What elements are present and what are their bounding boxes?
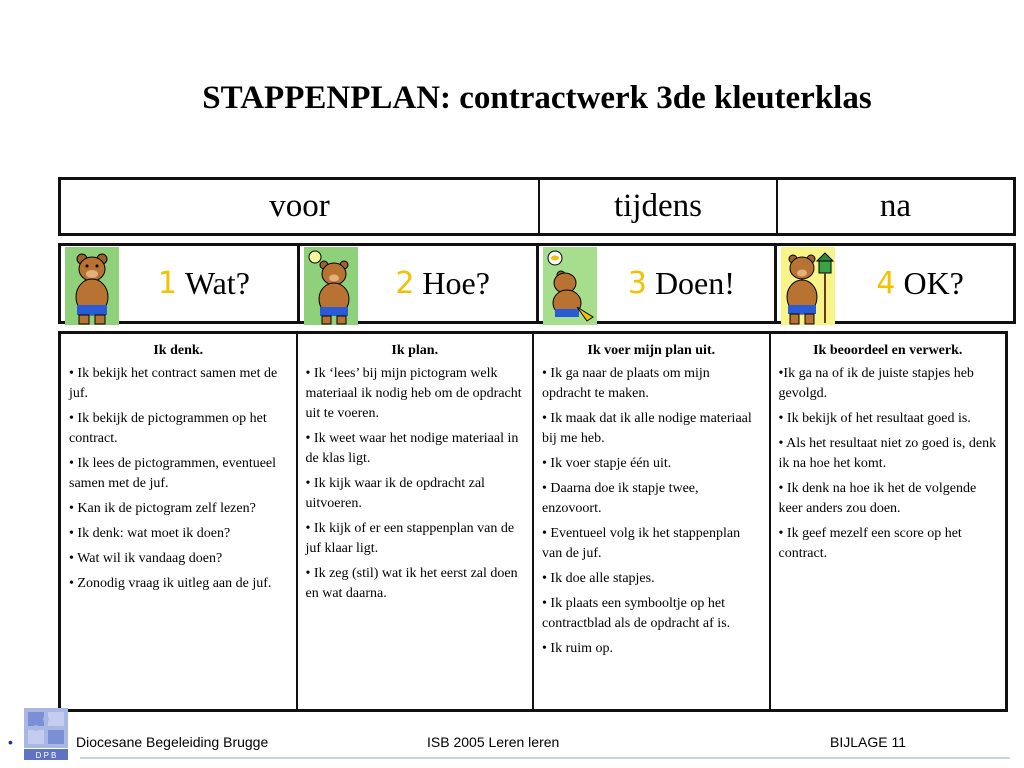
step-1 xyxy=(61,246,297,321)
list-item: • Ik lees de pictogrammen, eventueel samen met de juf. xyxy=(69,456,277,491)
logo-text: D P B xyxy=(35,751,57,760)
step-3 xyxy=(536,246,775,321)
step-2 xyxy=(297,246,536,321)
list-item: • Zonodig vraag ik uitleg aan de juf. xyxy=(69,576,272,591)
page-title: STAPPENPLAN: contractwerk 3de kleuterklas xyxy=(202,80,872,116)
list-item: • Ik bekijk de pictogrammen op het contract. xyxy=(69,411,267,446)
list-item: • Ik ga naar de plaats om mijn opdracht te maken. xyxy=(542,366,710,401)
column-ik-beoordeel xyxy=(769,334,1006,709)
step-number: 3 xyxy=(627,266,647,301)
step-number: 1 xyxy=(157,266,177,301)
list-item: • Eventueel volg ik het stappenplan van de juf. xyxy=(542,526,741,561)
column-ik-plan xyxy=(296,334,533,709)
column-ik-denk xyxy=(61,334,296,709)
step-label: OK? xyxy=(903,265,964,301)
column-heading: Ik voer mijn plan uit. xyxy=(587,343,716,358)
list-item: • Ik zeg (stil) wat ik het eerst zal doen en wat daarna. xyxy=(305,566,518,601)
step-label: Wat? xyxy=(184,265,250,301)
dpb-puzzle-logo-icon xyxy=(24,708,68,760)
list-item: • Ik kijk of er een stappenplan van de juf klaar ligt. xyxy=(305,521,515,556)
phase-tijdens: tijdens xyxy=(538,180,776,233)
step-number: 4 xyxy=(876,266,896,301)
step-number: 2 xyxy=(395,266,415,301)
list-item: • Ik denk: wat moet ik doen? xyxy=(69,526,231,541)
footer-course: ISB 2005 Leren leren xyxy=(427,734,560,750)
footer-bullet: • xyxy=(8,734,13,750)
bear-birdhouse-icon xyxy=(781,247,835,325)
list-item: • Wat wil ik vandaag doen? xyxy=(69,551,223,566)
list-item: • Ik plaats een symbooltje op het contractblad als de opdracht af is. xyxy=(542,596,731,631)
bear-thinking-icon xyxy=(65,247,119,325)
content-table xyxy=(58,331,1008,712)
column-heading: Ik plan. xyxy=(391,343,439,358)
list-item: • Ik weet waar het nodige materiaal in de klas ligt. xyxy=(305,431,519,466)
list-item: • Ik bekijk het contract samen met de juf. xyxy=(69,366,278,401)
list-item: • Als het resultaat niet zo goed is, denk ik na hoe het komt. xyxy=(778,436,997,471)
footer-page: BIJLAGE 11 xyxy=(830,734,907,750)
list-item: • Ik denk na hoe ik het de volgende keer anders zou doen. xyxy=(778,481,977,516)
phase-na: na xyxy=(776,180,1013,233)
step-label: Doen! xyxy=(654,265,735,301)
list-item: • Ik doe alle stapjes. xyxy=(542,571,655,586)
column-ik-voer-uit xyxy=(532,334,769,709)
footer-org: Diocesane Begeleiding Brugge xyxy=(76,734,269,750)
column-heading: Ik denk. xyxy=(153,343,204,358)
step-label: Hoe? xyxy=(422,265,490,301)
list-item: • Ik ‘lees’ bij mijn pictogram welk materiaal ik nodig heb om de opdracht uit te voeren. xyxy=(305,366,522,421)
step-4 xyxy=(774,246,1013,321)
list-item: • Ik geef mezelf een score op het contract. xyxy=(778,526,962,561)
phase-voor: voor xyxy=(269,188,330,224)
bear-lightbulb-icon xyxy=(304,247,358,325)
steps-row xyxy=(58,243,1016,324)
list-item: • Kan ik de pictogram zelf lezen? xyxy=(69,501,256,516)
list-item: • Ik voer stapje één uit. xyxy=(542,456,672,471)
list-item: • Ik ruim op. xyxy=(542,641,614,656)
list-item: • Ik bekijk of het resultaat goed is. xyxy=(778,411,971,426)
list-item: • Daarna doe ik stapje twee, enzovoort. xyxy=(542,481,699,516)
footer-divider xyxy=(80,757,1010,759)
list-item: • Ik maak dat ik alle nodige materiaal bij me heb. xyxy=(542,411,752,446)
list-item: • Ik kijk waar ik de opdracht zal uitvoeren. xyxy=(305,476,485,511)
bear-working-icon xyxy=(543,247,597,325)
phase-header-table xyxy=(58,177,1016,236)
column-heading: Ik beoordeel en verwerk. xyxy=(813,343,963,358)
list-item: •Ik ga na of ik de juiste stapjes heb gevolgd. xyxy=(778,366,974,401)
